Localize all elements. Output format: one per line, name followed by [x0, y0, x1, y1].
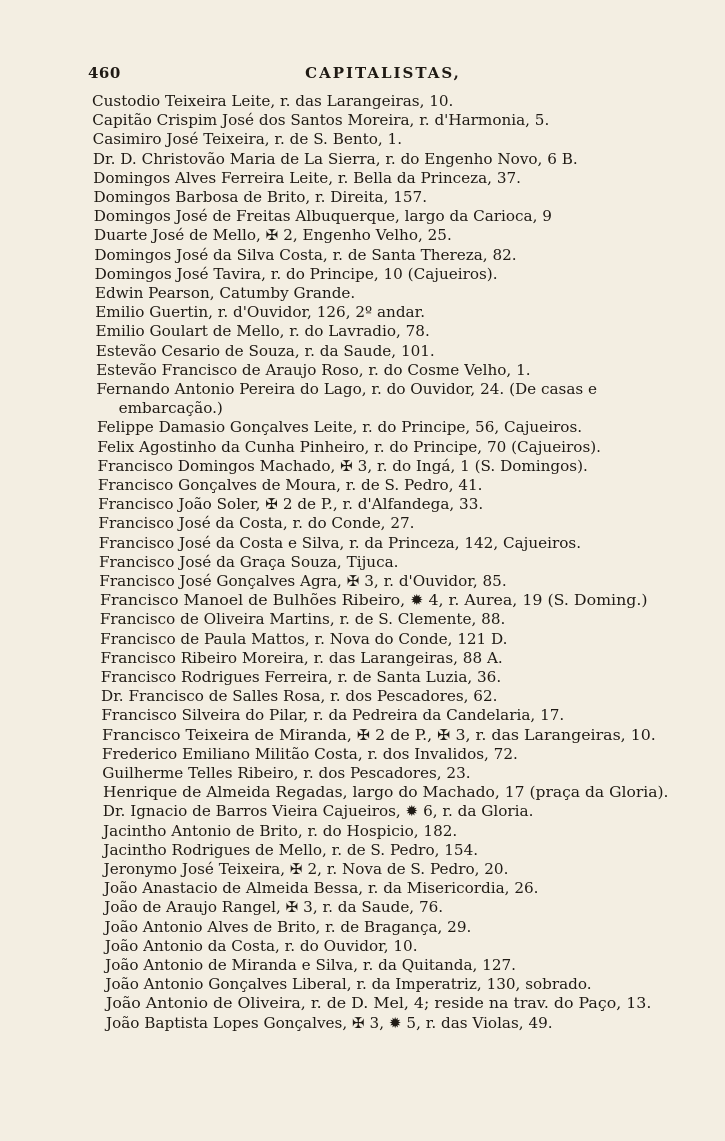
- entry-text: João Antonio Alves de Brito, r. de Bragança, 29.: [104, 917, 472, 936]
- entry-text: Estevão Cesario de Souza, r. da Saude, 101.: [95, 341, 435, 360]
- directory-entry: [97, 438, 601, 457]
- directory-entry: [99, 534, 581, 553]
- entry-text: Emilio Goulart de Mello, r. do Lavradio, 78.: [95, 322, 430, 341]
- directory-entry: [95, 265, 498, 284]
- entry-text: João Antonio de Miranda e Silva, r. da Quitanda, 127.: [105, 956, 516, 974]
- entry-text: Dr. D. Christovão Maria de La Sierra, r. do Engenho Novo, 6 B.: [92, 149, 578, 168]
- directory-entry: [102, 745, 518, 764]
- entry-text: João Antonio Gonçalves Liberal, r. da Imperatriz, 130, sobrado.: [105, 975, 592, 994]
- page-number: 460: [88, 64, 121, 82]
- directory-entry: [119, 399, 223, 418]
- directory-entry: [100, 610, 505, 629]
- directory-entry: [95, 284, 355, 303]
- entry-text: Jacintho Antonio de Brito, r. do Hospicio, 182.: [103, 821, 458, 840]
- directory-entry: [101, 706, 564, 725]
- entry-text: Frederico Emiliano Militão Costa, r. dos Invalidos, 72.: [101, 744, 518, 763]
- entry-text: Francisco João Soler, ✠ 2 de P., r. d'Alfandega, 33.: [98, 495, 484, 514]
- entry-text: Dr. Francisco de Salles Rosa, r. dos Pescadores, 62.: [101, 687, 498, 706]
- directory-entry: [106, 1014, 553, 1033]
- directory-entry: [99, 572, 506, 591]
- directory-entry: [99, 591, 648, 610]
- directory-entry: [104, 898, 443, 917]
- directory-entry: [101, 687, 497, 706]
- directory-entry: [100, 649, 502, 668]
- entry-text: Felippe Damasio Gonçalves Leite, r. do Principe, 56, Cajueiros.: [96, 418, 583, 437]
- entry-text: Francisco de Paula Mattos, r. Nova do Conde, 121 D.: [100, 629, 508, 648]
- entry-text: João Baptista Lopes Gonçalves, ✠ 3, ✹ 5, r. das Violas, 49.: [106, 1013, 553, 1032]
- directory-entry: [96, 322, 430, 341]
- directory-entry: [94, 246, 516, 265]
- entry-text: Domingos Barbosa de Brito, r. Direita, 157.: [93, 188, 428, 206]
- directory-entry: [93, 150, 578, 169]
- directory-entry: [96, 361, 531, 380]
- directory-entry: [100, 630, 507, 649]
- entry-text: Francisco Ribeiro Moreira, r. das Larangeiras, 88 A.: [100, 648, 503, 667]
- entry-text: Estevão Francisco de Araujo Roso, r. do Cosme Velho, 1.: [96, 360, 531, 379]
- directory-entry: [93, 188, 427, 207]
- entry-text: Emilio Guertin, r. d'Ouvidor, 126, 2º andar.: [95, 303, 426, 322]
- directory-entry: [98, 514, 414, 533]
- entry-text: Fernando Antonio Pereira do Lago, r. do Ouvidor, 24. (De casas e: [96, 380, 598, 398]
- entry-text: João de Araujo Rangel, ✠ 3, r. da Saude, 76.: [104, 898, 444, 917]
- page-header: [88, 64, 663, 88]
- entry-text: Capitão Crispim José dos Santos Moreira, r. d'Harmonia, 5.: [92, 111, 550, 130]
- entry-text: Francisco de Oliveira Martins, r. de S. Clemente, 88.: [99, 610, 506, 629]
- directory-entry: [94, 226, 452, 245]
- directory-entry: [102, 764, 470, 783]
- directory-entry: [98, 495, 483, 514]
- directory-entry: [93, 130, 402, 149]
- directory-entry: [105, 918, 472, 937]
- entry-text: Domingos José de Freitas Albuquerque, largo da Carioca, 9: [93, 207, 552, 226]
- directory-entry: [101, 668, 501, 687]
- directory-entry: [104, 860, 509, 879]
- entry-text: João Antonio de Oliveira, r. de D. Mel, 4; reside na trav. do Paço, 13.: [105, 994, 652, 1013]
- entry-text: Francisco Gonçalves de Moura, r. de S. Pedro, 41.: [97, 476, 483, 494]
- directory-entry: [96, 342, 435, 361]
- directory-entry: [105, 975, 591, 994]
- entry-text: Jacintho Rodrigues de Mello, r. de S. Pedro, 154.: [103, 840, 479, 859]
- entry-text: Domingos José Tavira, r. do Principe, 10 (Cajueiros).: [94, 264, 498, 283]
- entry-text: embarcação.): [118, 399, 223, 418]
- directory-entry: [98, 457, 588, 476]
- directory-entry: [92, 92, 453, 111]
- entry-text: Casimiro José Teixeira, r. de S. Bento, 1.: [92, 130, 403, 149]
- directory-entry: [102, 783, 668, 802]
- entry-text: Guilherme Telles Ribeiro, r. dos Pescadores, 23.: [102, 764, 471, 782]
- directory-entry: [99, 553, 398, 572]
- directory-entry: [93, 169, 521, 188]
- entry-text: João Antonio da Costa, r. do Ouvidor, 10.: [104, 936, 418, 955]
- entry-text: Francisco Silveira do Pilar, r. da Pedreira da Candelaria, 17.: [101, 706, 565, 725]
- entry-text: Francisco Manoel de Bulhões Ribeiro, ✹ 4, r. Aurea, 19 (S. Doming.): [99, 591, 648, 610]
- directory-entry: [105, 937, 418, 956]
- directory-entry: [95, 303, 425, 322]
- entry-text: Jeronymo José Teixeira, ✠ 2, r. Nova de S. Pedro, 20.: [103, 860, 509, 878]
- entry-text: Felix Agostinho da Cunha Pinheiro, r. do Principe, 70 (Cajueiros).: [97, 437, 601, 456]
- directory-entry: [97, 418, 582, 437]
- directory-entry: [103, 822, 457, 841]
- entry-text: João Anastacio de Almeida Bessa, r. da Misericordia, 26.: [103, 879, 539, 898]
- entry-text: Edwin Pearson, Catumby Grande.: [94, 284, 356, 302]
- directory-entry: [101, 725, 656, 745]
- entry-text: Domingos José da Silva Costa, r. de Santa Thereza, 82.: [94, 245, 517, 264]
- directory-entry: [94, 207, 552, 226]
- directory-entry: [92, 111, 549, 130]
- entry-text: Francisco José da Graça Souza, Tijuca.: [99, 552, 399, 571]
- directory-entry: [96, 380, 597, 399]
- entry-text: Francisco Domingos Machado, ✠ 3, r. do Ingá, 1 (S. Domingos).: [97, 456, 588, 475]
- entry-text: Francisco José Gonçalves Agra, ✠ 3, r. d'Ouvidor, 85.: [99, 572, 507, 590]
- entry-text: Francisco José da Costa e Silva, r. da Princeza, 142, Cajueiros.: [98, 533, 582, 552]
- directory-entry: [98, 476, 483, 495]
- directory-entry: [104, 879, 539, 898]
- entry-text: Duarte José de Mello, ✠ 2, Engenho Velho, 25.: [94, 226, 452, 245]
- entry-text: Domingos Alves Ferreira Leite, r. Bella da Princeza, 37.: [93, 168, 521, 187]
- directory-entry: [105, 994, 652, 1013]
- entry-text: Custodio Teixeira Leite, r. das Larangeiras, 10.: [92, 92, 454, 110]
- running-title: CAPITALISTAS,: [305, 64, 461, 82]
- directory-entry: [105, 956, 516, 975]
- directory-entry: [103, 802, 534, 821]
- directory-entry: [103, 841, 478, 860]
- entry-text: Francisco José da Costa, r. do Conde, 27.: [98, 514, 415, 533]
- entry-text: Dr. Ignacio de Barros Vieira Cajueiros, ✹ 6, r. da Gloria.: [102, 802, 534, 821]
- entry-text: Henrique de Almeida Regadas, largo do Machado, 17 (praça da Gloria).: [102, 783, 668, 802]
- entry-text: Francisco Rodrigues Ferreira, r. de Santa Luzia, 36.: [100, 668, 502, 686]
- entry-text: Francisco Teixeira de Miranda, ✠ 2 de P., ✠ 3, r. das Larangeiras, 10.: [101, 725, 656, 744]
